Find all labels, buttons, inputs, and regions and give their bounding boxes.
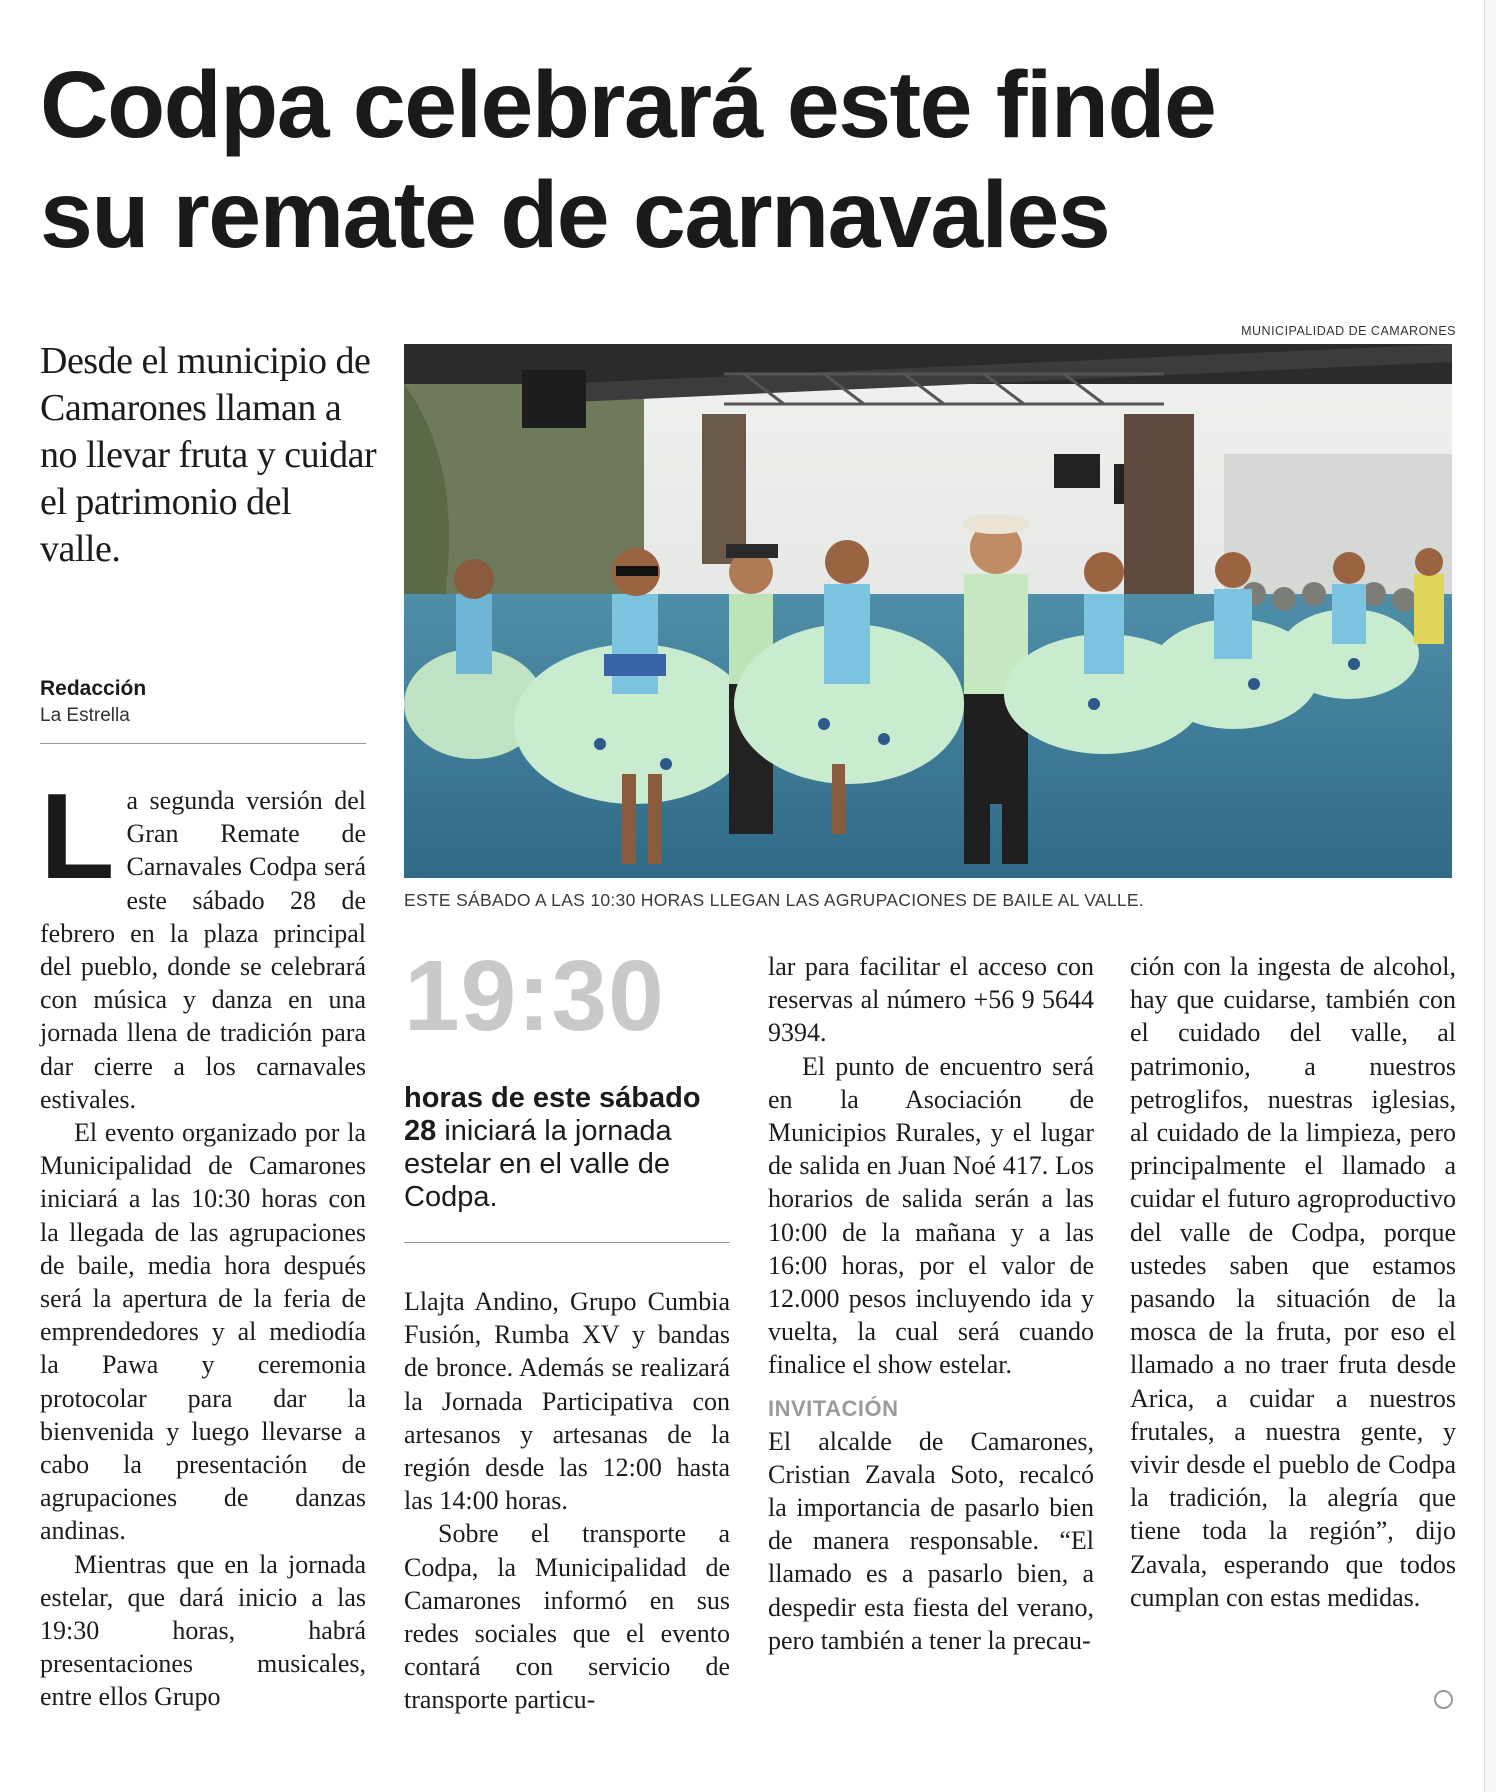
body-column-3: [768, 950, 1094, 1657]
byline-outlet: La Estrella: [40, 705, 130, 726]
section-heading: INVITACIÓN: [768, 1395, 899, 1421]
photo-credit: MUNICIPALIDAD DE CAMARONES: [1241, 324, 1456, 338]
highlight-divider: [404, 1242, 730, 1243]
subhead: Desde el municipio de Camarones llaman a no llevar fruta y cuidar el patrimonio del valle.: [40, 340, 377, 570]
lead-paragraph-text: a segunda versión del Gran Remate de Carnavales Codpa será este sábado 28 de febrero en la plaza principal del pueblo, donde se celebrará con música y danza en una jornada llena de tradición para dar cierre a los carnavales estivales.: [40, 786, 366, 1114]
body-paragraph: Sobre el transporte a Codpa, la Municipalidad de Camarones informó en sus redes sociales que el evento contará con servicio de transporte particu-: [404, 1519, 730, 1715]
body-paragraph: Llajta Andino, Grupo Cumbia Fusión, Rumba XV y bandas de bronce. Además se realizará la Jornada Participativa con artesanos y artesanas de la región desde las 12:00 hasta las 14:00 horas.: [404, 1287, 730, 1516]
body-paragraph: lar para facilitar el acceso con reservas al número +56 9 5644 9394.: [768, 952, 1094, 1048]
body-paragraph: Mientras que en la jornada estelar, que dará inicio a las 19:30 horas, habrá presentaciones musicales, entre ellos Grupo: [40, 1549, 366, 1712]
body-paragraph: ción con la ingesta de alcohol, hay que cuidarse, también con el cuidado del valle, al patrimonio, a nuestros petroglifos, nuestras iglesias, al cuidado de la limpieza, pero principalmente el llamado a cuidar el futuro agroproductivo del valle de Codpa, porque ustedes saben que estamos pasando la situación de la mosca de la fruta, por eso el llamado a no traer fruta desde Arica, a cuidar a nuestros frutales, a nuestra gente, y vivir desde el pueblo de Codpa la tradición, la alegría que tiene toda la región”, dijo Zavala, esperando que todos cumplan con estas medidas.: [1130, 952, 1456, 1612]
highlight-number: 19:30: [404, 940, 665, 1052]
page-edge: [1484, 0, 1496, 1792]
end-mark-icon: [1434, 1690, 1453, 1709]
headline-line-2: su remate de carnavales: [40, 162, 1110, 268]
dancers-illustration: [404, 344, 1452, 878]
byline-author: Redacción: [40, 677, 147, 700]
body-paragraph: El alcalde de Camarones, Cristian Zavala Soto, recalcó la importancia de pasarlo bien de manera responsable. “El llamado es a pasarlo bien, a despedir esta fiesta del verano, pero también a tener la precau-: [768, 1426, 1094, 1655]
body-paragraph: El evento organizado por la Municipalidad de Camarones iniciará a las 10:30 horas con la llegada de las agrupaciones de baile, media hora después será la apertura de la feria de emprendedores y al mediodía la Pawa y ceremonia protocolar para dar la bienvenida y luego llevarse a cabo la presentación de agrupaciones de danzas andinas.: [40, 1118, 366, 1546]
highlight-text-bold: horas de este sábado 28: [404, 1082, 701, 1147]
body-column-4: [1130, 950, 1456, 1614]
byline-divider: [40, 743, 366, 744]
headline: [40, 50, 1460, 270]
body-column-1: [40, 768, 366, 1714]
highlight-text: [404, 1082, 734, 1214]
headline-line-1: Codpa celebrará este finde: [40, 52, 1216, 158]
drop-cap: L: [40, 768, 115, 904]
carnival-photo: [404, 344, 1452, 878]
body-column-2: [404, 1285, 730, 1717]
lead-paragraph: [40, 768, 366, 1116]
body-paragraph: El punto de encuentro será en la Asociación de Municipios Rurales, y el lugar de salida en Juan Noé 417. Los horarios de salida serán a las 10:00 de la mañana y a las 16:00 horas, por el valor de 12.000 pesos incluyendo ida y vuelta, la cual será cuando finalice el show estelar.: [768, 1051, 1094, 1380]
highlight-text-rest: iniciará la jornada estelar en el valle de Codpa.: [404, 1115, 672, 1213]
photo-caption: ESTE SÁBADO A LAS 10:30 HORAS LLEGAN LAS AGRUPACIONES DE BAILE AL VALLE.: [404, 890, 1145, 910]
